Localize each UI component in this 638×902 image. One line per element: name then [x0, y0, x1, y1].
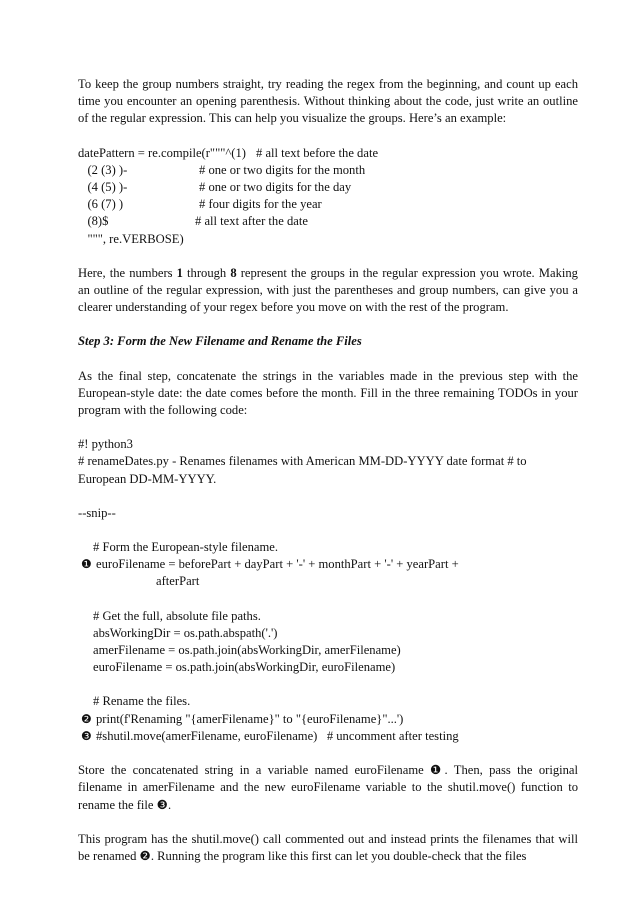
explain-text: through: [182, 265, 231, 280]
regex-outline: [78, 145, 578, 248]
code-line: #! python3: [78, 437, 133, 452]
section-heading: Step 3: Form the New Filename and Rename the Files: [78, 334, 362, 349]
outline-comment: # four digits for the year: [199, 197, 322, 212]
body-text: . Then, pass the original filename in amerFilename and the new euroFilename variable to the shutil.move() function to rename the file: [78, 763, 578, 812]
callout-1-icon: ❶: [430, 763, 445, 778]
step-paragraph: As the final step, concatenate the strings in the variables made in the previous step with the European-style date: the date comes before the month. Fill in the three remaining TODOs in your program with the following code:: [78, 368, 578, 418]
code-text: print(f'Renaming "{amerFilename}" to "{euroFilename}"...'): [96, 711, 404, 726]
code-line: amerFilename = os.path.join(absWorkingDir, amerFilename): [93, 643, 401, 658]
outline-comment: # all text before the date: [256, 145, 379, 160]
code-block-paths: [78, 608, 578, 677]
code-block-rename: [78, 693, 578, 745]
outline-comment: # one or two digits for the month: [199, 162, 366, 177]
outline-line: [78, 213, 578, 230]
explain-text: Here, the numbers: [78, 265, 177, 280]
code-line: [78, 728, 578, 745]
code-line: afterPart: [156, 574, 200, 589]
body-text: . Running the program like this first can let you double-check that the files: [150, 848, 527, 863]
callout-3-icon: ❸: [156, 797, 168, 812]
explain-text: represent the groups in the regular expression you wrote. Making an outline of the regular expression, with just the parentheses and group numbers, can give you a clearer understanding of your regex before you move on with the rest of the program.: [78, 265, 578, 315]
code-block-filename: [78, 539, 578, 591]
code-line: absWorkingDir = os.path.abspath('.'): [93, 625, 278, 640]
callout-2-icon: ❷: [139, 848, 151, 863]
code-line: [78, 711, 578, 728]
outline-code: (6 (7) ): [78, 197, 124, 212]
outline-comment: # all text after the date: [195, 214, 308, 229]
code-comment: # Get the full, absolute file paths.: [93, 608, 261, 623]
callout-2-icon: ❷: [81, 711, 92, 726]
outline-code: """, re.VERBOSE): [78, 231, 184, 246]
outline-code: (4 (5) )-: [78, 180, 128, 195]
outline-comment: # one or two digits for the day: [199, 180, 352, 195]
snip-marker: --snip--: [78, 505, 116, 520]
explain-paragraph: [78, 265, 578, 317]
code-text: #shutil.move(amerFilename, euroFilename) # uncomment after testing: [96, 728, 459, 743]
code-text: euroFilename = beforePart + dayPart + '-' + monthPart + '-' + yearPart +: [96, 557, 459, 572]
code-line: European DD-MM-YYYY.: [78, 471, 217, 486]
intro-paragraph: To keep the group numbers straight, try reading the regex from the beginning, and count up each time you encounter an opening parenthesis. Without thinking about the code, just write an outline of the regular expression. This can help you visualize the groups. Here’s an example:: [78, 77, 578, 126]
body-text: .: [167, 797, 172, 812]
outline-code: (2 (3) )-: [78, 162, 128, 177]
outline-line: [78, 231, 578, 248]
outline-code: (8)$: [78, 214, 109, 229]
code-line: [78, 556, 578, 573]
callout-3-icon: ❸: [81, 728, 92, 743]
callout-1-icon: ❶: [81, 557, 92, 572]
final-paragraph: [78, 831, 578, 865]
outline-line: [78, 162, 578, 179]
code-comment: # Form the European-style filename.: [93, 540, 279, 555]
code-comment: # Rename the files.: [93, 694, 191, 709]
body-text: This program has the shutil.move() call commented out and instead prints the filenames that will be renamed: [78, 831, 578, 863]
group-number: 1: [176, 265, 183, 280]
group-number: 8: [230, 265, 237, 280]
outline-line: [78, 145, 578, 162]
code-line: euroFilename = os.path.join(absWorkingDir, euroFilename): [93, 660, 396, 675]
body-text: Store the concatenated string in a variable named euroFilename: [78, 763, 431, 778]
outline-line: [78, 179, 578, 196]
outline-line: [78, 196, 578, 213]
code-line: # renameDates.py - Renames filenames with American MM-DD-YYYY date format # to: [78, 454, 527, 469]
outline-code: datePattern = re.compile(r"""^(1): [78, 145, 246, 160]
header-code: [78, 436, 578, 488]
store-paragraph: [78, 762, 578, 814]
